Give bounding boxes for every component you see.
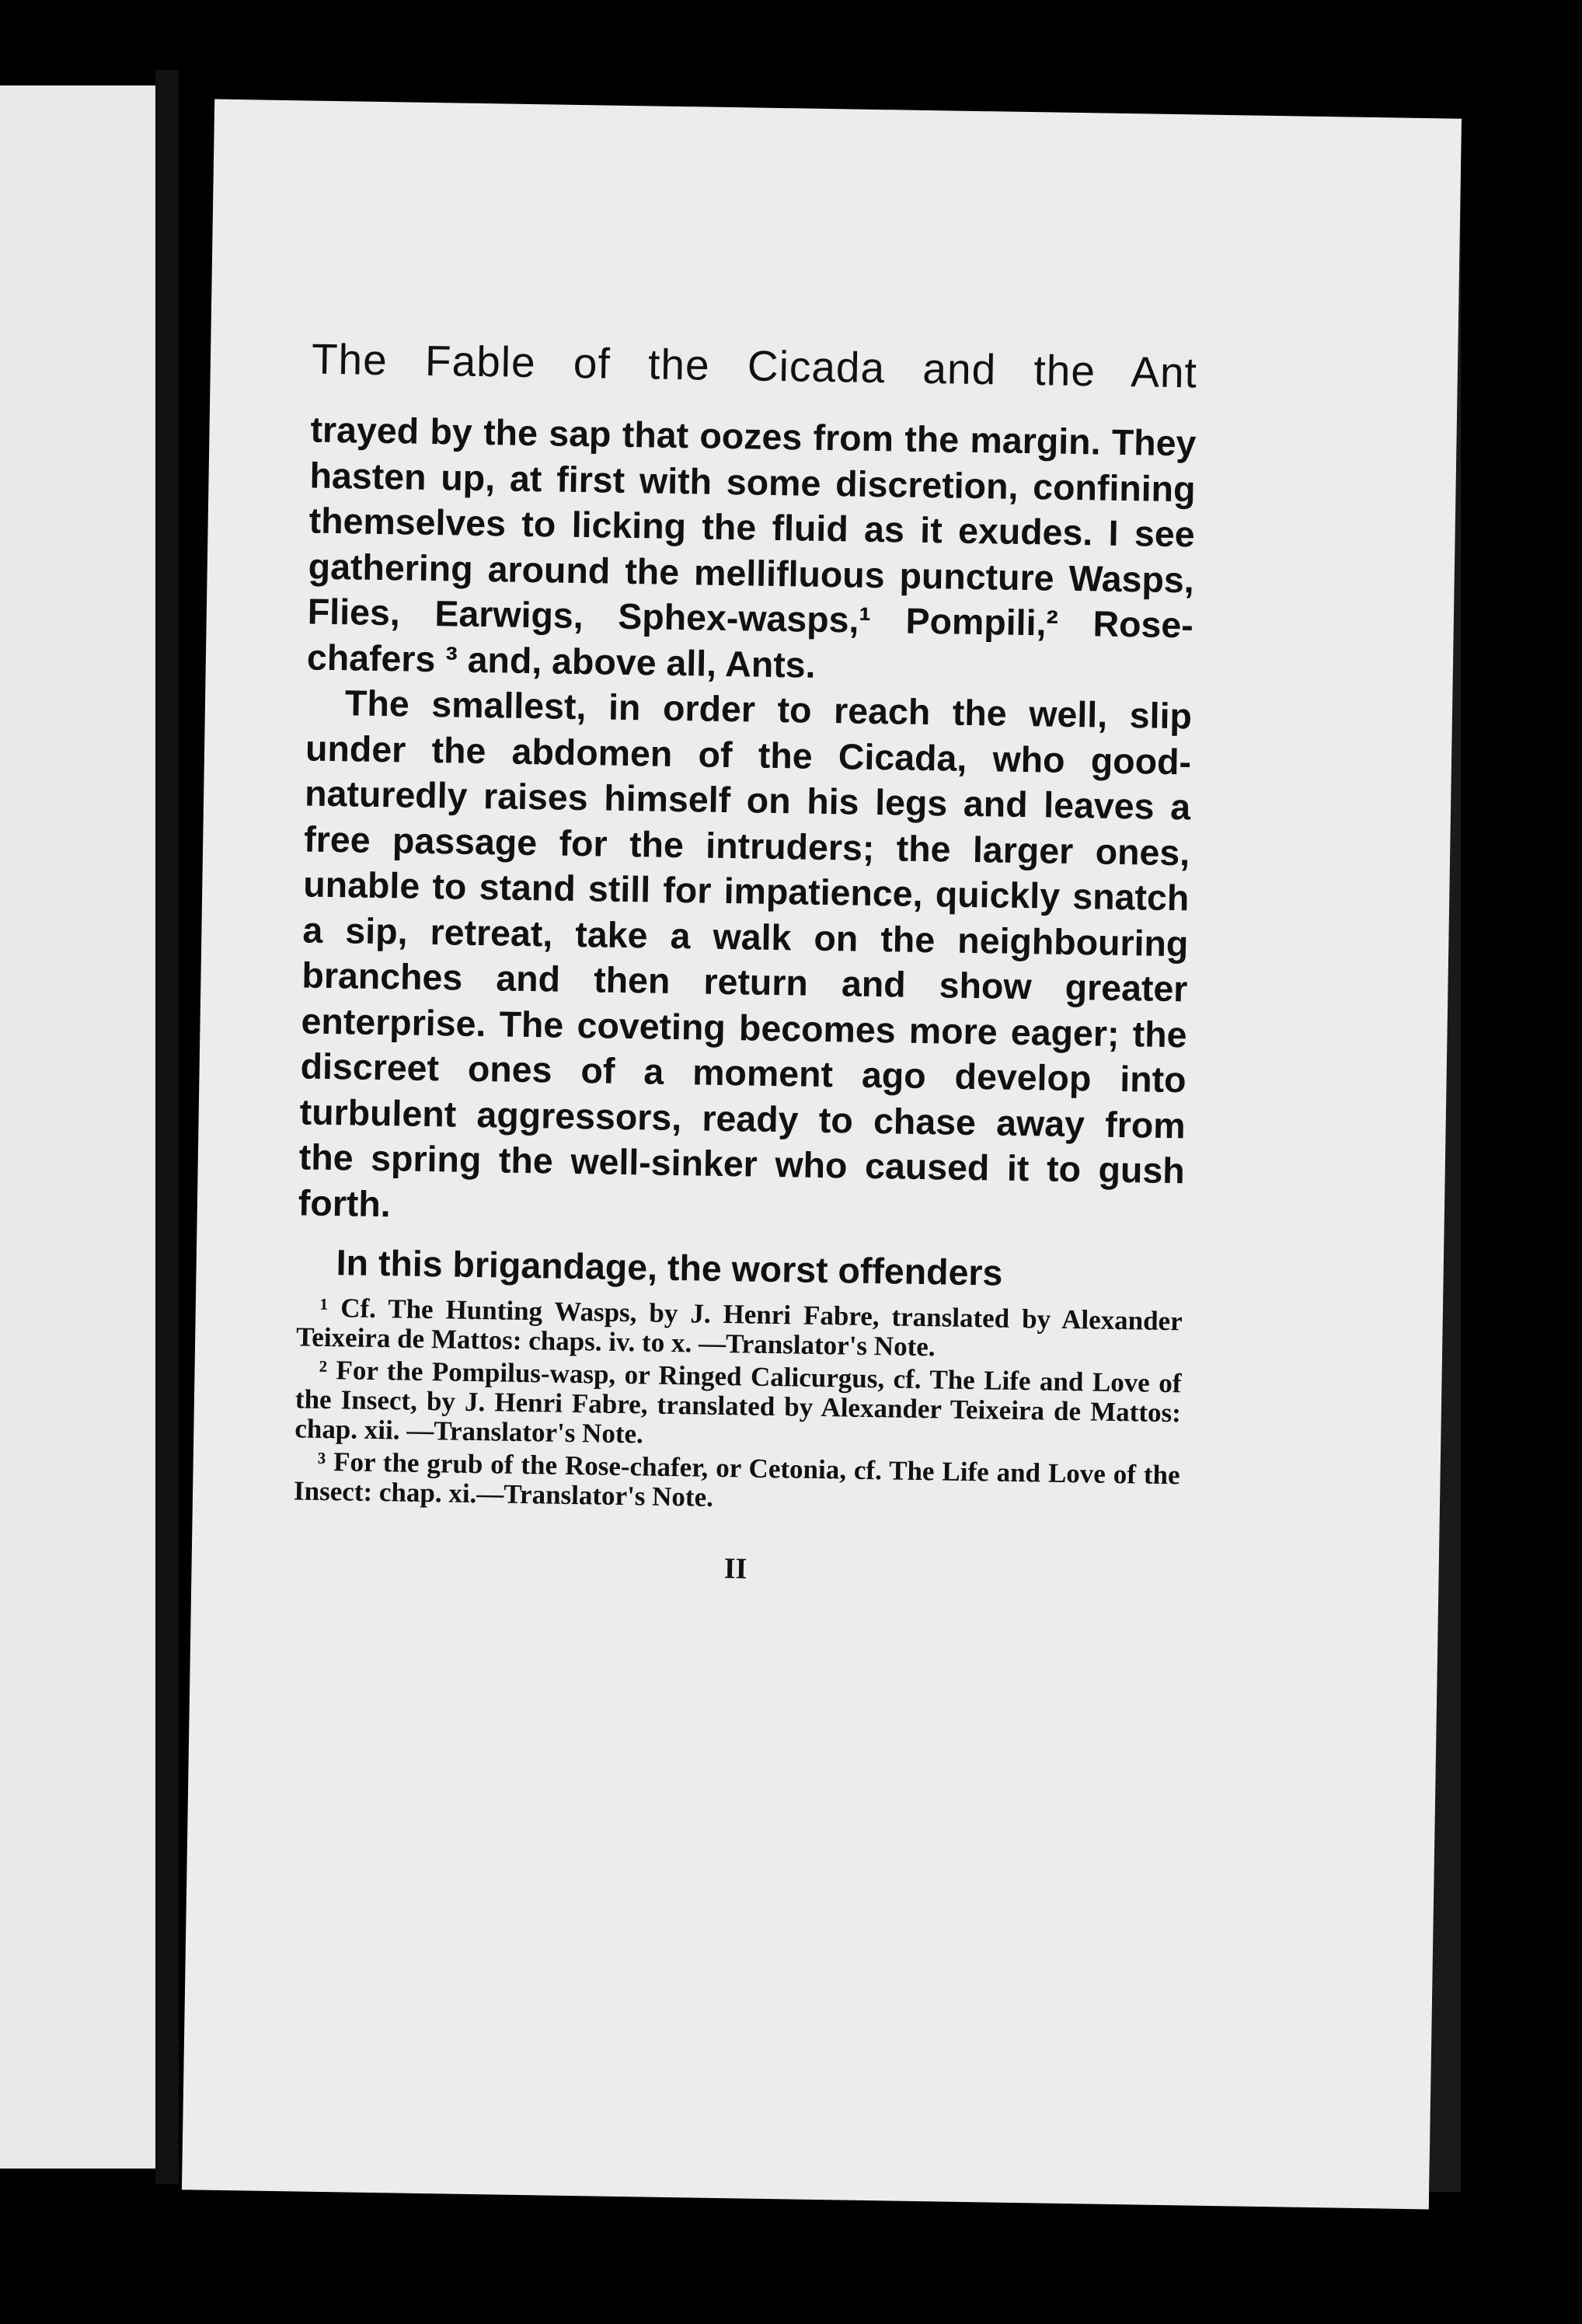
facing-page-edge (0, 85, 155, 2169)
paragraph: The smallest, in order to reach the well, slip under the abdomen of the Cicada, who good-naturedly raises himself on his legs and leaves a free passage for the intruders; the larger ones, unable to stand still for impatience, quickly snatch a sip, retreat, take a walk on the neighbouring branches and then return and show greater enterprise. The coveting becomes more eager; the discreet ones of a moment ago develop into turbulent aggressors, ready to chase away from the spring the well-sinker who caused it to gush forth. (298, 682, 1193, 1224)
footnote: ² For the Pompilus-wasp, or Ringed Calicurgus, cf. The Life and Love of the Insect, by J. Henri Fabre, translated by Alexander Teixeira de Mattos: chap. xii. —Translator's Note. (294, 1354, 1182, 1449)
running-head: The Fable of the Cicada and the Ant (311, 334, 1198, 397)
paragraph: In this brigandage, the worst offenders (336, 1242, 1003, 1293)
footnote: ¹ Cf. The Hunting Wasps, by J. Henri Fabre, translated by Alexander Teixeira de Mattos: chaps. iv. to x. —Translator's Note. (295, 1292, 1183, 1362)
footnotes (294, 1293, 1183, 1520)
gutter (155, 70, 179, 2184)
body-text (297, 407, 1197, 1299)
footnote: ³ For the grub of the Rose-chafer, or Cetonia, cf. The Life and Love of the Insect: chap. xi.—Translator's Note. (293, 1446, 1180, 1513)
page-number: II (723, 1551, 747, 1586)
paragraph-continued: trayed by the sap that oozes from the margin. They hasten up, at first with some discretion, confining themselves to licking the fluid as it exudes. I see gathering around the mellifluous puncture Wasps, Flies, Earwigs, Sphex-wasps,¹ Pompili,² Rose-chafers ³ and, above all, Ants. (306, 409, 1197, 686)
book-page (182, 99, 1462, 2210)
page-content (292, 334, 1197, 1593)
